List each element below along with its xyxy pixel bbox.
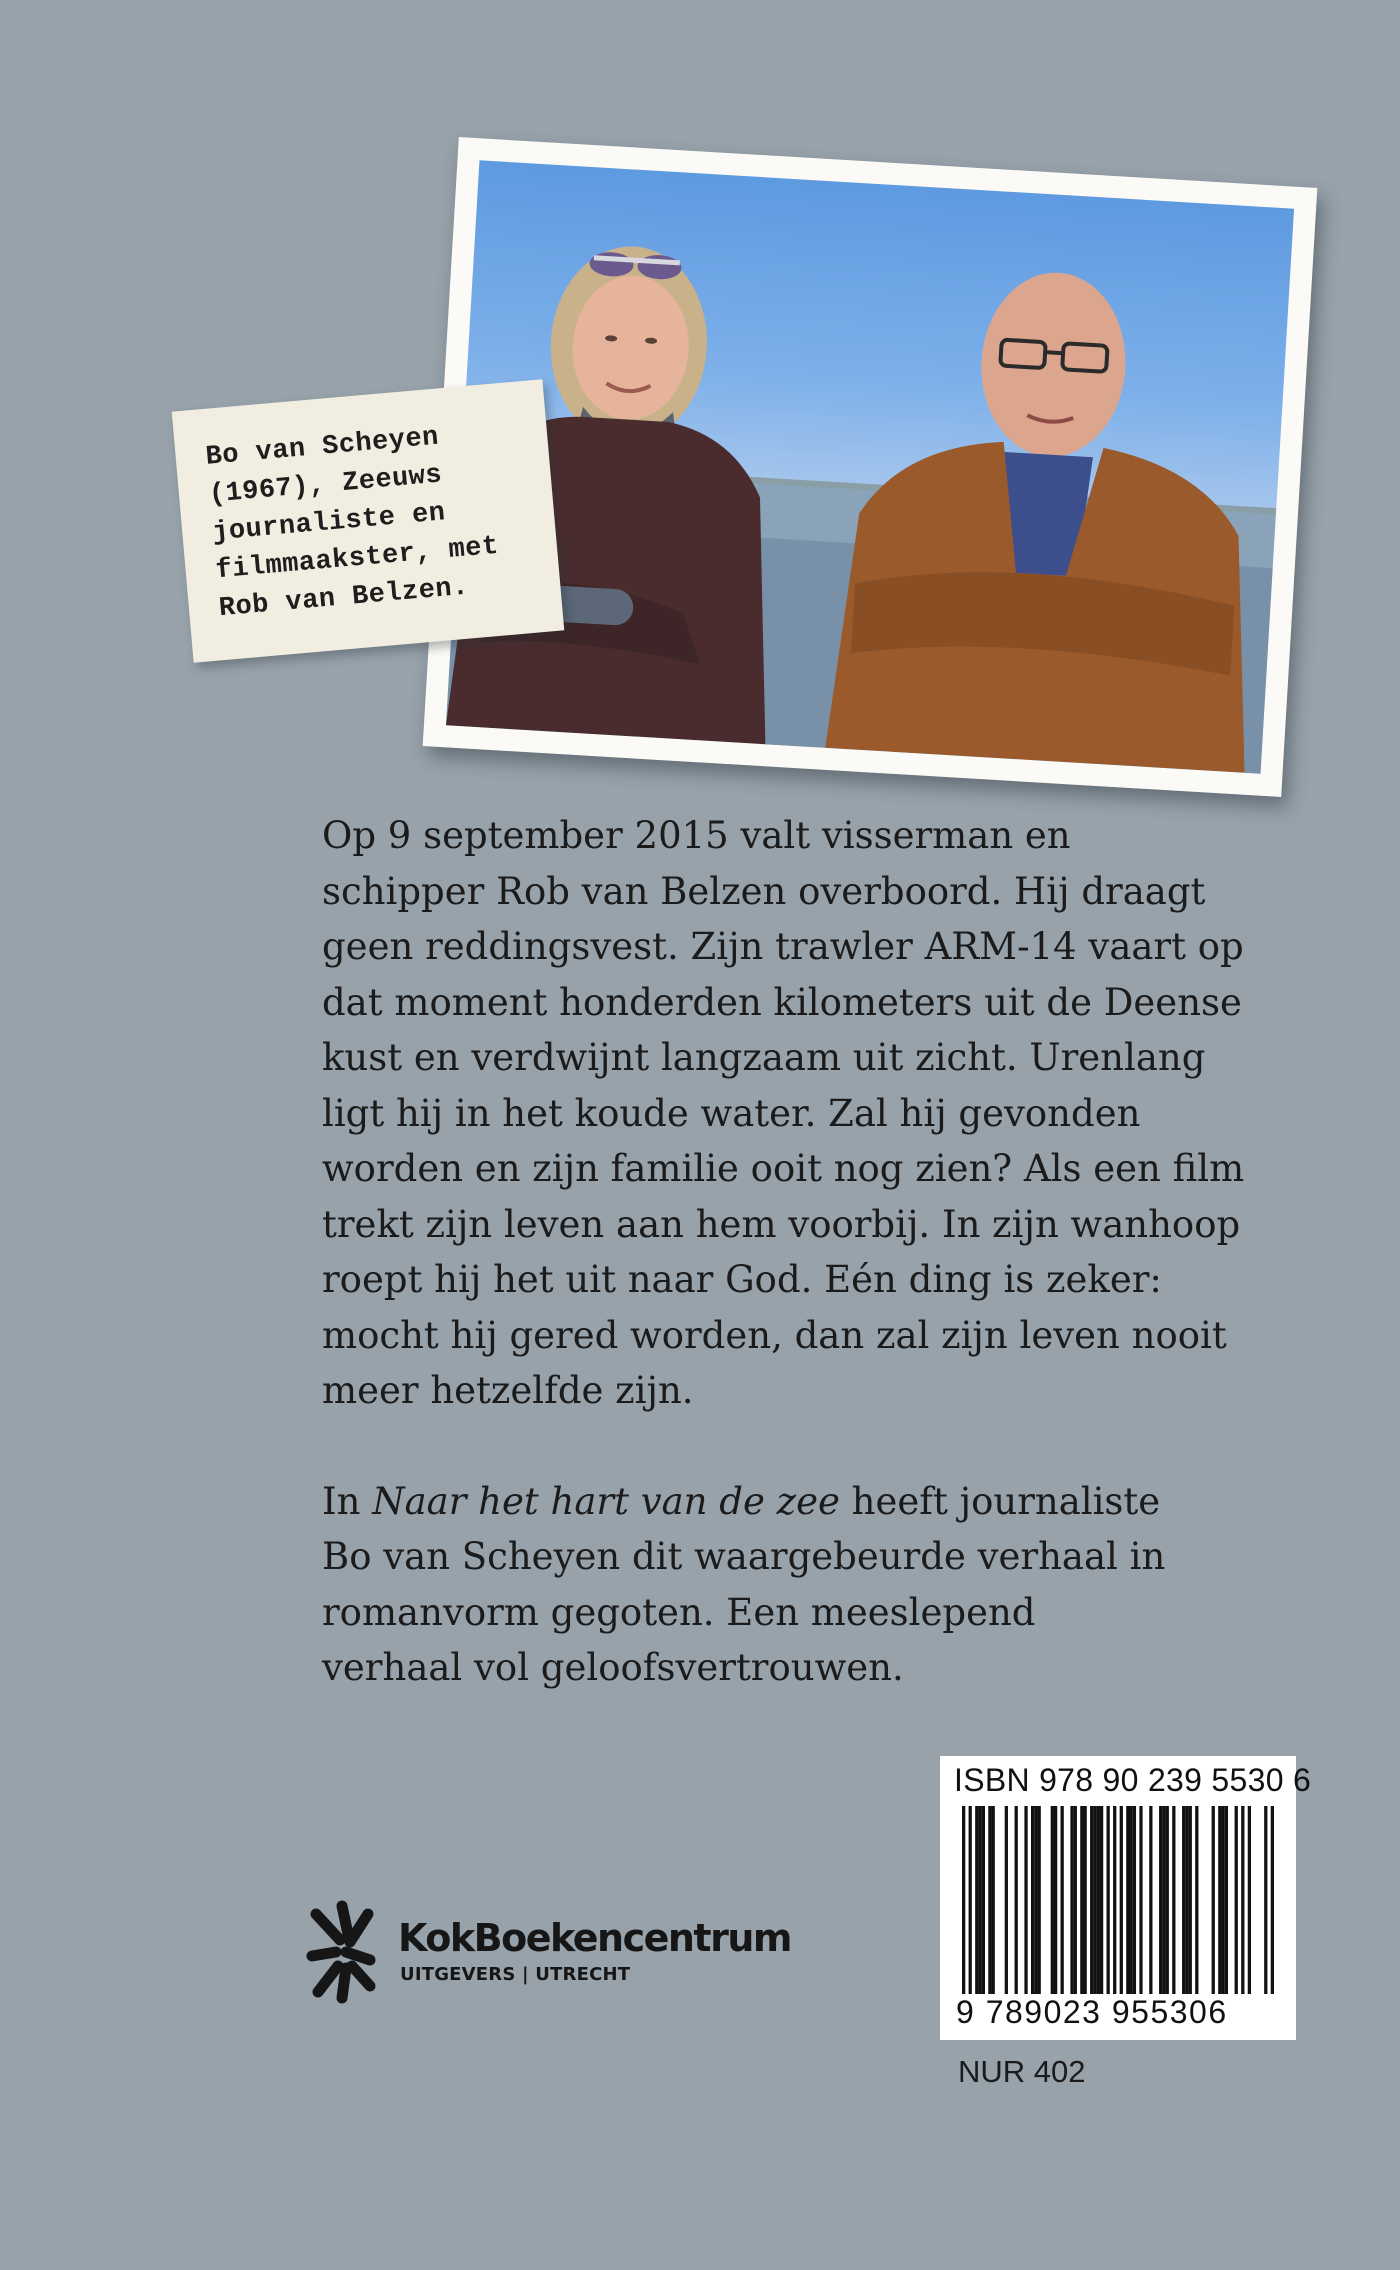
barcode-digits: 9 789023 955306 — [956, 1994, 1228, 2030]
barcode-bar — [1031, 1806, 1034, 1994]
kok-boekencentrum-logo-icon — [306, 1900, 376, 2006]
barcode-bar — [1080, 1806, 1083, 1994]
barcode-bar — [1166, 1806, 1169, 1994]
blurb-paragraph-1: Op 9 september 2015 valt visserman en schipper Rob van Belzen overboord. Hij draagt geen reddingsvest. Zijn trawler ARM-14 vaart op dat moment honderden kilometers uit de Deense kust en verdwijnt langzaam uit zicht. Urenlang ligt hij in het koude water. Zal hij gevonden worden en zijn familie ooit nog zien? Als een film trekt zijn leven aan hem voorbij. In zijn wanhoop roept hij het uit naar God. Eén ding is zeker: mocht hij gered worden, dan zal zijn leven nooit meer hetzelfde zijn. — [322, 814, 1245, 1412]
barcode-bar — [1218, 1806, 1221, 1994]
barcode-bar — [975, 1806, 978, 1994]
blurb-paragraph-2 — [322, 1474, 1282, 1696]
nur-code: NUR 402 — [958, 2054, 1086, 2089]
barcode-bar — [1074, 1806, 1077, 1994]
author-photo-frame — [423, 137, 1318, 797]
isbn-label: ISBN 978 90 239 5530 6 — [954, 1762, 1312, 1798]
barcode-bar — [1061, 1806, 1064, 1994]
barcode-bar — [1126, 1806, 1129, 1994]
photo-caption: Bo van Scheyen (1967), Zeeuws journaliste en filmmaakster, met Rob van Belzen. — [204, 422, 500, 625]
barcode-bar — [1139, 1806, 1142, 1994]
photo-caption-note — [172, 379, 565, 662]
photo-illustration — [446, 160, 1294, 773]
barcode-bar — [1212, 1806, 1215, 1994]
publisher-name: KokBoekencentrum — [398, 1916, 791, 1960]
isbn-barcode — [940, 1756, 1312, 2040]
barcode-bar — [978, 1806, 981, 1994]
barcode-bar — [1015, 1806, 1018, 1994]
barcode-bar — [1107, 1806, 1110, 1994]
barcode-bar — [1038, 1806, 1041, 1994]
barcode-bar — [1264, 1806, 1267, 1994]
barcode-bar — [1133, 1806, 1136, 1994]
man-figure — [825, 261, 1273, 773]
barcode-bar — [1034, 1806, 1037, 1994]
barcode-bar — [1051, 1806, 1054, 1994]
barcode-bar — [1093, 1806, 1096, 1994]
book-title: Naar het hart van de zee — [372, 1479, 840, 1523]
barcode-bar — [1172, 1806, 1175, 1994]
publisher-logo — [306, 1900, 791, 2010]
barcode-bar — [1090, 1806, 1093, 1994]
barcode-bar — [1189, 1806, 1192, 1994]
barcode-bar — [1129, 1806, 1132, 1994]
barcode-bar — [982, 1806, 985, 1994]
barcode-bar — [1070, 1806, 1073, 1994]
barcode-bar — [1221, 1806, 1224, 1994]
barcode-bar — [1182, 1806, 1185, 1994]
barcode-bar — [962, 1806, 965, 1994]
barcode-bars — [962, 1806, 1274, 1994]
barcode-bar — [1005, 1806, 1008, 1994]
publisher-location: UITGEVERS | UTRECHT — [400, 1964, 631, 1985]
author-photo — [446, 160, 1294, 773]
barcode-bar — [1185, 1806, 1188, 1994]
blurb-paragraph-2-prefix: In — [322, 1479, 373, 1523]
barcode-bar — [1241, 1806, 1244, 1994]
book-blurb — [322, 808, 1282, 1696]
barcode-bar — [1162, 1806, 1165, 1994]
barcode-bar — [1100, 1806, 1103, 1994]
barcode-bar — [1054, 1806, 1057, 1994]
barcode-bar — [1248, 1806, 1251, 1994]
barcode-bar — [1120, 1806, 1123, 1994]
barcode-bar — [1097, 1806, 1100, 1994]
barcode-bar — [1271, 1806, 1274, 1994]
barcode-bar — [1225, 1806, 1228, 1994]
barcode-bar — [992, 1806, 995, 1994]
barcode-bar — [1149, 1806, 1152, 1994]
barcode-bar — [1024, 1806, 1027, 1994]
barcode-bar — [1195, 1806, 1198, 1994]
barcode-bar — [1113, 1806, 1116, 1994]
barcode-bar — [1159, 1806, 1162, 1994]
barcode-bar — [1084, 1806, 1087, 1994]
barcode-bar — [988, 1806, 991, 1994]
barcode-bar — [969, 1806, 972, 1994]
barcode-bar — [1235, 1806, 1238, 1994]
blurb-paragraph-2-suffix: heeft journaliste Bo van Scheyen dit waargebeurde verhaal in romanvorm gegoten. Een meeslepend verhaal vol geloofsvertrouwen. — [322, 1479, 1166, 1689]
